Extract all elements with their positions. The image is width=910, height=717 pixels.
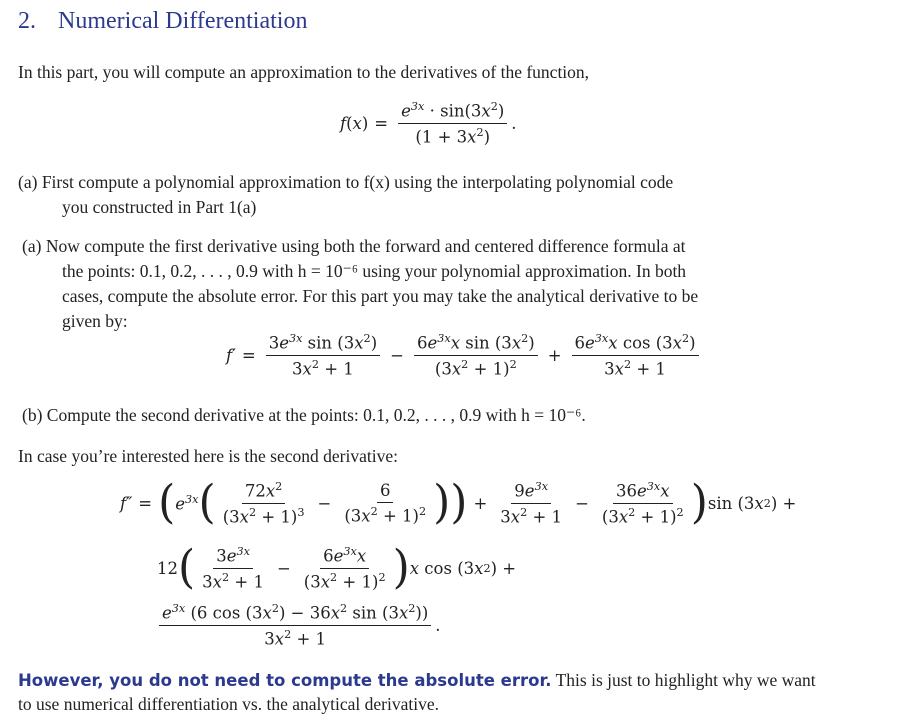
note-rest: This is just to highlight why we want — [551, 670, 816, 690]
item-line: Compute the second derivative at the points: 0.1, 0.2, . . . , 0.9 with h = 10⁻⁶. — [46, 405, 586, 425]
item-line: Now compute the first derivative using both the forward and centered difference formula at — [45, 236, 686, 256]
item-line: you constructed in Part 1(a) — [62, 197, 257, 217]
second-derivative-line3: $\frac{e^{3x} (6 \cos (3x^2) - 36x^2 \sin (3x^2))}{3x^2 + 1}$ . — [155, 602, 441, 648]
section-number: 2. — [18, 8, 36, 34]
item-label: (b) — [22, 405, 43, 425]
intro-text: In this part, you will compute an approximation to the derivatives of the function, — [18, 62, 590, 82]
item-b — [22, 403, 586, 428]
item-line: given by: — [62, 311, 128, 331]
item-a2 — [22, 234, 685, 259]
interest-text: In case you’re interested here is the second derivative: — [18, 446, 398, 466]
section-title: Numerical Differentiation — [58, 8, 308, 34]
item-line: the points: 0.1, 0.2, . . . , 0.9 with h = 10⁻⁶ using your polynomial approximation. In both — [62, 261, 687, 281]
item-line: First compute a polynomial approximation to f(x) using the interpolating polynomial code — [41, 172, 674, 192]
first-derivative-formula: f′ = $\frac{3e^{3x} \sin (3x^2)}{3x^2 + 1}$ − $\frac{6e^{3x}x \sin (3x^2)}{(3x^2 + 1)^2}$ + $\frac{6e^{3x}x \cos (3x^2)}{3x^2 + 1}$ — [226, 332, 703, 378]
item-a1 — [18, 170, 673, 195]
item-label: (a) — [22, 236, 42, 256]
note-line2: to use numerical differentiation vs. the analytical derivative. — [18, 694, 439, 714]
item-label: (a) — [18, 172, 38, 192]
section-heading — [18, 8, 307, 35]
function-definition: f ( x ) = $\frac{e^{3x} \cdot \sin(3x^2)}{(1 + 3x^2)}$ . — [340, 100, 517, 146]
second-derivative-line2: 12 ( $\frac{3e^{3x}}{3x^2 + 1}$ − $\frac{6e^{3x}x}{(3x^2 + 1)^2}$ ) x cos (3 x 2 ) + — [157, 540, 517, 595]
note — [18, 668, 816, 693]
note-bold: However, you do not need to compute the absolute error. — [18, 671, 552, 690]
item-line: cases, compute the absolute error. For this part you may take the analytical derivative to be — [62, 286, 699, 306]
second-derivative-line1: f″ = ( $e^{3x}$ ( $\frac{72x^2}{(3x^2 + 1)^3}$ − $\frac{6}{(3x^2 + 1)^2}$ ) ) + $\frac{9e^{3x}}{3x^2 + 1}$ − $\frac{36e^{3x}x}{(3x^2 + 1)^2}$ ) sin (3 x 2 ) + — [120, 475, 797, 530]
